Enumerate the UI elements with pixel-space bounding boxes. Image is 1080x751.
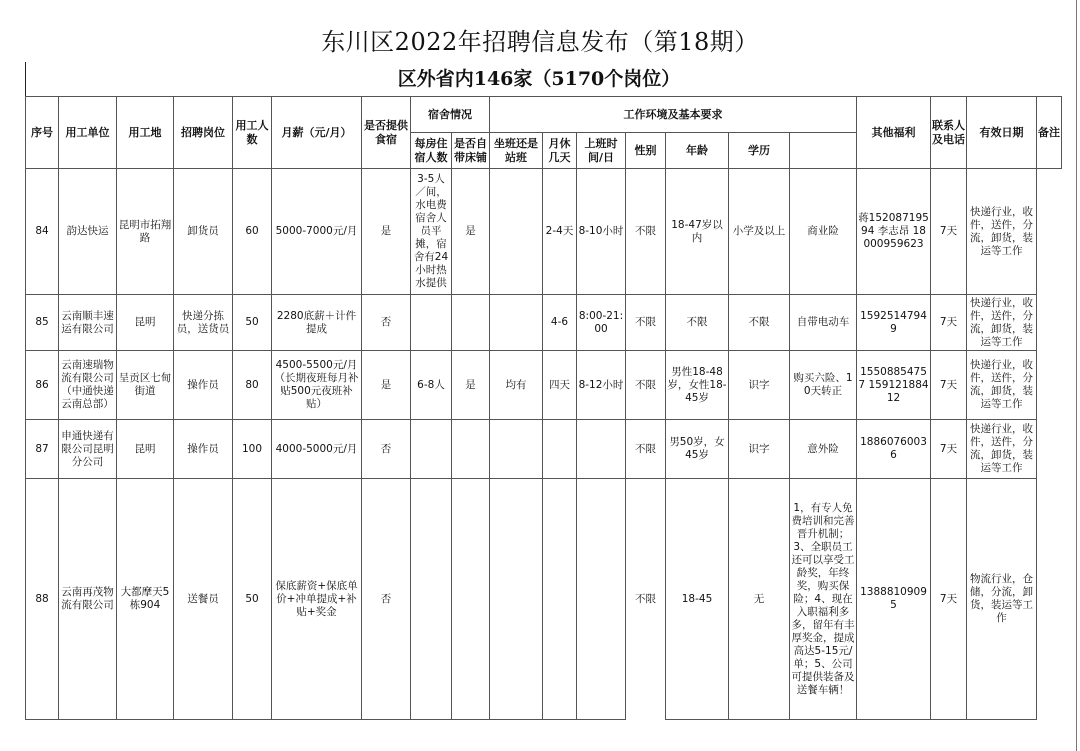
cell-employer: 云南再茂物流有限公司 — [59, 479, 117, 720]
cell-employer: 云南速瑞物流有限公司（中通快递云南总部） — [59, 351, 117, 420]
cell-seq: 85 — [26, 295, 59, 351]
cell-days-off: 4-6 — [543, 295, 577, 351]
table-row — [26, 351, 1062, 420]
cell-valid: 7天 — [931, 351, 967, 420]
col-header-seq: 序号 — [26, 97, 59, 169]
cell-age: 男50岁，女45岁 — [666, 420, 729, 479]
col-header-position: 招聘岗位 — [174, 97, 233, 169]
cell-location: 昆明市拓翔路 — [117, 169, 174, 295]
cell-meals-lodging: 是 — [362, 169, 411, 295]
cell-hours: 8-10小时 — [577, 169, 626, 295]
table-row — [26, 479, 1062, 720]
cell-gender: 不限 — [626, 295, 666, 351]
header-text: 是否自带床铺 — [454, 136, 487, 164]
cell-headcount: 100 — [233, 420, 272, 479]
cell-education: 小学及以上 — [729, 169, 790, 295]
cell-hours — [577, 420, 626, 479]
cell-gender: 不限 — [626, 169, 666, 295]
col-header-salary: 月薪（元/月） — [272, 97, 362, 169]
cell-sit-or-stand — [490, 479, 543, 720]
col-header-benefits: 其他福利 — [857, 97, 931, 169]
col-header-location: 用工地 — [117, 97, 174, 169]
cell-sit-or-stand — [490, 420, 543, 479]
cell-remarks: 物流行业，仓储，分流，卸货，装运等工作 — [967, 479, 1037, 720]
cell-meals-lodging: 否 — [362, 295, 411, 351]
cell-position: 操作员 — [174, 420, 233, 479]
cell-benefits: 自带电动车 — [790, 295, 857, 351]
cell-dorm-bedding — [452, 295, 490, 351]
col-header-education: 学历 — [729, 133, 790, 169]
cell-salary: 4500-5500元/月（长期夜班每月补贴500元夜班补贴） — [272, 351, 362, 420]
cell-days-off — [543, 479, 577, 720]
cell-meals-lodging: 是 — [362, 351, 411, 420]
header-text: 每房住宿人数 — [414, 136, 448, 164]
table-row — [26, 420, 1062, 479]
cell-education: 识字 — [729, 351, 790, 420]
cell-dorm-per-room: 6-8人 — [411, 351, 452, 420]
cell-dorm-per-room — [411, 295, 452, 351]
col-header-employer: 用工单位 — [59, 97, 117, 169]
col-header-contact: 联系人及电话 — [931, 97, 967, 169]
cell-seq: 86 — [26, 351, 59, 420]
cell-position: 卸货员 — [174, 169, 233, 295]
cell-dorm-bedding — [452, 479, 490, 720]
cell-education: 不限 — [729, 295, 790, 351]
cell-location: 昆明 — [117, 295, 174, 351]
cell-meals-lodging: 否 — [362, 420, 411, 479]
table-row — [26, 295, 1062, 351]
header-text: 坐班还是站班 — [494, 136, 538, 164]
cell-hours: 8:00-21:00 — [577, 295, 626, 351]
cell-employer: 韵达快运 — [59, 169, 117, 295]
cell-age: 男性18-48岁，女性18-45岁 — [666, 351, 729, 420]
cell-position: 快递分拣员，送货员 — [174, 295, 233, 351]
cell-contact: 15925147949 — [857, 295, 931, 351]
cell-dorm-per-room: 3-5人／间，水电费宿舍人员平摊，宿舍有24小时热水提供 — [411, 169, 452, 295]
col-header-dorm-bedding — [452, 133, 490, 169]
cell-remarks: 快递行业，收件，送件，分流，卸货，装运等工作 — [967, 351, 1037, 420]
col-header-work-group: 工作环境及基本要求 — [490, 97, 857, 133]
cell-headcount: 80 — [233, 351, 272, 420]
header-row-1 — [26, 97, 1062, 133]
col-header-dorm-per-room — [411, 133, 452, 169]
cell-sit-or-stand: 均有 — [490, 351, 543, 420]
cell-benefits: 意外险 — [790, 420, 857, 479]
cell-benefits: 1，有专人免费培训和完善晋升机制；3、全职员工还可以享受工龄奖，年终奖，购买保险；4、现在入职福利多多，留年有丰厚奖金，提成高达5-15元/单；5、公司可提供装备及送餐车辆！ — [790, 479, 857, 720]
cell-seq: 87 — [26, 420, 59, 479]
cell-education: 识字 — [729, 420, 790, 479]
right-border — [1076, 0, 1077, 751]
cell-meals-lodging: 否 — [362, 479, 411, 720]
cell-seq: 88 — [26, 479, 59, 720]
cell-salary: 5000-7000元/月 — [272, 169, 362, 295]
cell-benefits: 购买六险、10天转正 — [790, 351, 857, 420]
cell-days-off: 2-4天 — [543, 169, 577, 295]
cell-dorm-per-room — [411, 420, 452, 479]
recruitment-table — [25, 96, 1062, 720]
col-header-meals-lodging: 是否提供食宿 — [362, 97, 411, 169]
cell-contact: 15508854757 15912188412 — [857, 351, 931, 420]
cell-dorm-bedding: 是 — [452, 169, 490, 295]
cell-headcount: 60 — [233, 169, 272, 295]
cell-location: 昆明 — [117, 420, 174, 479]
page-title: 东川区2022年招聘信息发布（第18期） — [321, 28, 759, 56]
cell-education: 无 — [729, 479, 790, 720]
cell-contact: 18860760036 — [857, 420, 931, 479]
col-header-dorm-group: 宿舍情况 — [411, 97, 490, 133]
cell-contact: 13888109095 — [857, 479, 931, 720]
cell-age: 18-47岁以内 — [666, 169, 729, 295]
cell-salary: 2280底薪＋计件提成 — [272, 295, 362, 351]
cell-valid: 7天 — [931, 169, 967, 295]
cell-salary: 保底薪资+保底单价+冲单提成+补贴+奖金 — [272, 479, 362, 720]
cell-dorm-per-room — [411, 479, 452, 720]
cell-valid: 7天 — [931, 420, 967, 479]
cell-location: 呈贡区七甸街道 — [117, 351, 174, 420]
cell-gender: 不限 — [626, 479, 666, 720]
cell-contact: 蒋15208719594 李志昂 18000959623 — [857, 169, 931, 295]
cell-age: 不限 — [666, 295, 729, 351]
cell-sit-or-stand — [490, 169, 543, 295]
cell-hours — [577, 479, 626, 720]
cell-hours: 8-12小时 — [577, 351, 626, 420]
cell-headcount: 50 — [233, 295, 272, 351]
cell-days-off: 四天 — [543, 351, 577, 420]
cell-sit-or-stand — [490, 295, 543, 351]
col-header-valid: 有效日期 — [967, 97, 1037, 169]
col-header-days-off: 月休几天 — [543, 133, 577, 169]
cell-position: 送餐员 — [174, 479, 233, 720]
cell-remarks: 快递行业，收件，送件，分流，卸货，装运等工作 — [967, 169, 1037, 295]
col-header-age: 年龄 — [666, 133, 729, 169]
cell-dorm-bedding: 是 — [452, 351, 490, 420]
table-row — [26, 169, 1062, 295]
cell-employer: 申通快递有限公司昆明分公司 — [59, 420, 117, 479]
col-header-headcount: 用工人数 — [233, 97, 272, 169]
cell-dorm-bedding — [452, 420, 490, 479]
cell-valid: 7天 — [931, 295, 967, 351]
cell-gender: 不限 — [626, 351, 666, 420]
cell-location: 大都摩天5栋904 — [117, 479, 174, 720]
cell-remarks: 快递行业，收件，送件，分流，卸货，装运等工作 — [967, 420, 1037, 479]
cell-salary: 4000-5000元/月 — [272, 420, 362, 479]
col-header-hours: 上班时间/日 — [577, 133, 626, 169]
col-header-gender: 性别 — [626, 133, 666, 169]
cell-days-off — [543, 420, 577, 479]
cell-age: 18-45 — [666, 479, 729, 720]
cell-employer: 云南顺丰速运有限公司 — [59, 295, 117, 351]
page-subtitle: 区外省内146家（5170个岗位） — [397, 68, 681, 90]
col-header-sit-or-stand — [490, 133, 543, 169]
cell-remarks: 快递行业，收件，送件，分流，卸货，装运等工作 — [967, 295, 1037, 351]
cell-valid: 7天 — [931, 479, 967, 720]
col-header-remarks: 备注 — [1037, 97, 1062, 169]
cell-seq: 84 — [26, 169, 59, 295]
cell-benefits: 商业险 — [790, 169, 857, 295]
cell-gender: 不限 — [626, 420, 666, 479]
cell-headcount: 50 — [233, 479, 272, 720]
cell-position: 操作员 — [174, 351, 233, 420]
